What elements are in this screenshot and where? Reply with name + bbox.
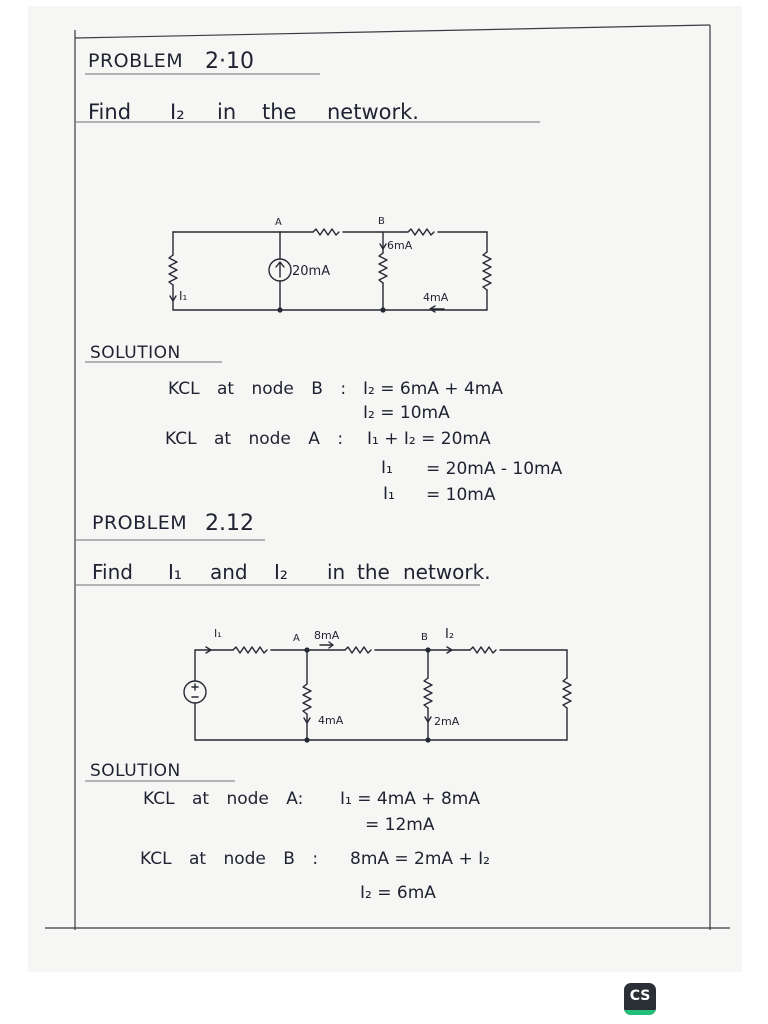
circuit-2-left-current-label: I₁	[214, 627, 222, 640]
solution-1-line-2-equation: I₂ = 10mA	[363, 403, 450, 423]
circuit-1-node-b-label: B	[378, 216, 385, 227]
circuit-2-right-resistor	[563, 678, 571, 708]
problem-2-statement-word: I₂	[274, 560, 288, 584]
solution-1-line-3-equation: I₁ + I₂ = 20mA	[367, 429, 491, 449]
solution-2-line-1-label: KCL at node A:	[143, 789, 304, 809]
logo-text: CS	[629, 988, 651, 1004]
solution-1-line-1-equation: I₂ = 6mA + 4mA	[363, 379, 503, 399]
circuit-2	[184, 627, 571, 743]
problem-1-heading-word: PROBLEM	[88, 50, 184, 72]
circuit-2-branch-a-resistor	[303, 684, 311, 714]
circuit-1-resistor-b-right	[408, 229, 434, 235]
circuit-2-ab-current-label: 8mA	[314, 629, 340, 642]
circuit-1-left-resistor	[169, 255, 177, 285]
current-source-label: 20mA	[292, 264, 331, 279]
circuit-1-node-dot	[380, 307, 385, 312]
current-source-up-arrow	[276, 262, 284, 277]
solution-1-heading: SOLUTION	[90, 343, 181, 363]
problem-2-heading-word: PROBLEM	[92, 512, 188, 534]
solution-1-line-4-lhs: I₁	[381, 458, 393, 478]
solution-2-line-3-equation: 8mA = 2mA + I₂	[350, 849, 490, 869]
problem-2-statement-word: in	[327, 560, 346, 584]
solution-2-line-2-equation: = 12mA	[365, 815, 435, 835]
problem-2-statement-word: Find	[92, 560, 133, 584]
circuit-2-branch-b-current-label: 2mA	[434, 715, 460, 728]
solution-1-line-3-label: KCL at node A :	[165, 429, 344, 449]
circuit-1-resistor-a-b	[313, 229, 339, 235]
problem-1-statement-word: I₂	[170, 100, 185, 124]
problem-2-statement-word: network.	[403, 560, 491, 584]
circuit-2-node-dot	[304, 647, 309, 652]
camscanner-logo	[624, 983, 656, 1015]
voltage-source-plus-sign	[192, 684, 198, 690]
problem-1-number: 2·10	[205, 49, 254, 74]
problem-1-statement-word: in	[217, 100, 237, 124]
problem-1-statement-word: Find	[88, 100, 132, 124]
circuit-2-branch-b-resistor	[424, 678, 432, 708]
circuit-2-node-dot	[425, 737, 430, 742]
problem-2-statement-word: and	[210, 560, 248, 584]
solution-1-line-4-rhs: = 20mA - 10mA	[426, 459, 563, 479]
circuit-1-middle-resistor	[379, 253, 387, 283]
circuit-1-right-current-label: 4mA	[423, 291, 449, 304]
circuit-2-resistor-left	[233, 647, 267, 653]
solution-2-line-3-label: KCL at node B :	[140, 849, 319, 869]
logo-accent-strip	[624, 1010, 656, 1015]
solution-1-line-5-rhs: = 10mA	[426, 485, 496, 505]
circuit-2-resistor-b-right	[470, 647, 496, 653]
problem-1-statement-word: network.	[327, 100, 419, 124]
circuit-2-resistor-a-b	[345, 647, 371, 653]
circuit-2-node-dot	[425, 647, 430, 652]
problem-2-statement-word: the	[357, 560, 390, 584]
solution-1-line-5-lhs: I₁	[383, 484, 395, 504]
solution-2-line-1-equation: I₁ = 4mA + 8mA	[340, 789, 480, 809]
frame-top-line	[75, 25, 710, 38]
solution-1-line-1-label: KCL at node B :	[168, 379, 347, 399]
circuit-2-node-dot	[304, 737, 309, 742]
circuit-1-right-resistor	[483, 252, 491, 290]
circuit-2-node-a-label: A	[293, 633, 300, 644]
circuit-1-left-current-label: I₁	[179, 289, 188, 303]
solution-2-heading: SOLUTION	[90, 761, 181, 781]
circuit-2-right-current-label: I₂	[445, 627, 455, 642]
circuit-1-node-a-label: A	[275, 217, 282, 228]
circuit-1-middle-current-label: 6mA	[387, 239, 413, 252]
problem-2-statement-word: I₁	[168, 560, 182, 584]
circuit-2-node-b-label: B	[421, 632, 428, 643]
problem-1-statement-word: the	[262, 100, 297, 124]
circuit-1	[169, 216, 491, 313]
solution-2-line-4-equation: I₂ = 6mA	[360, 883, 436, 903]
problem-2-number: 2.12	[205, 511, 254, 536]
circuit-2-branch-a-current-label: 4mA	[318, 714, 344, 727]
circuit-2-ab-current-arrow	[320, 642, 333, 648]
circuit-1-node-dot	[277, 307, 282, 312]
circuit-1-right-current-arrow	[430, 306, 444, 312]
